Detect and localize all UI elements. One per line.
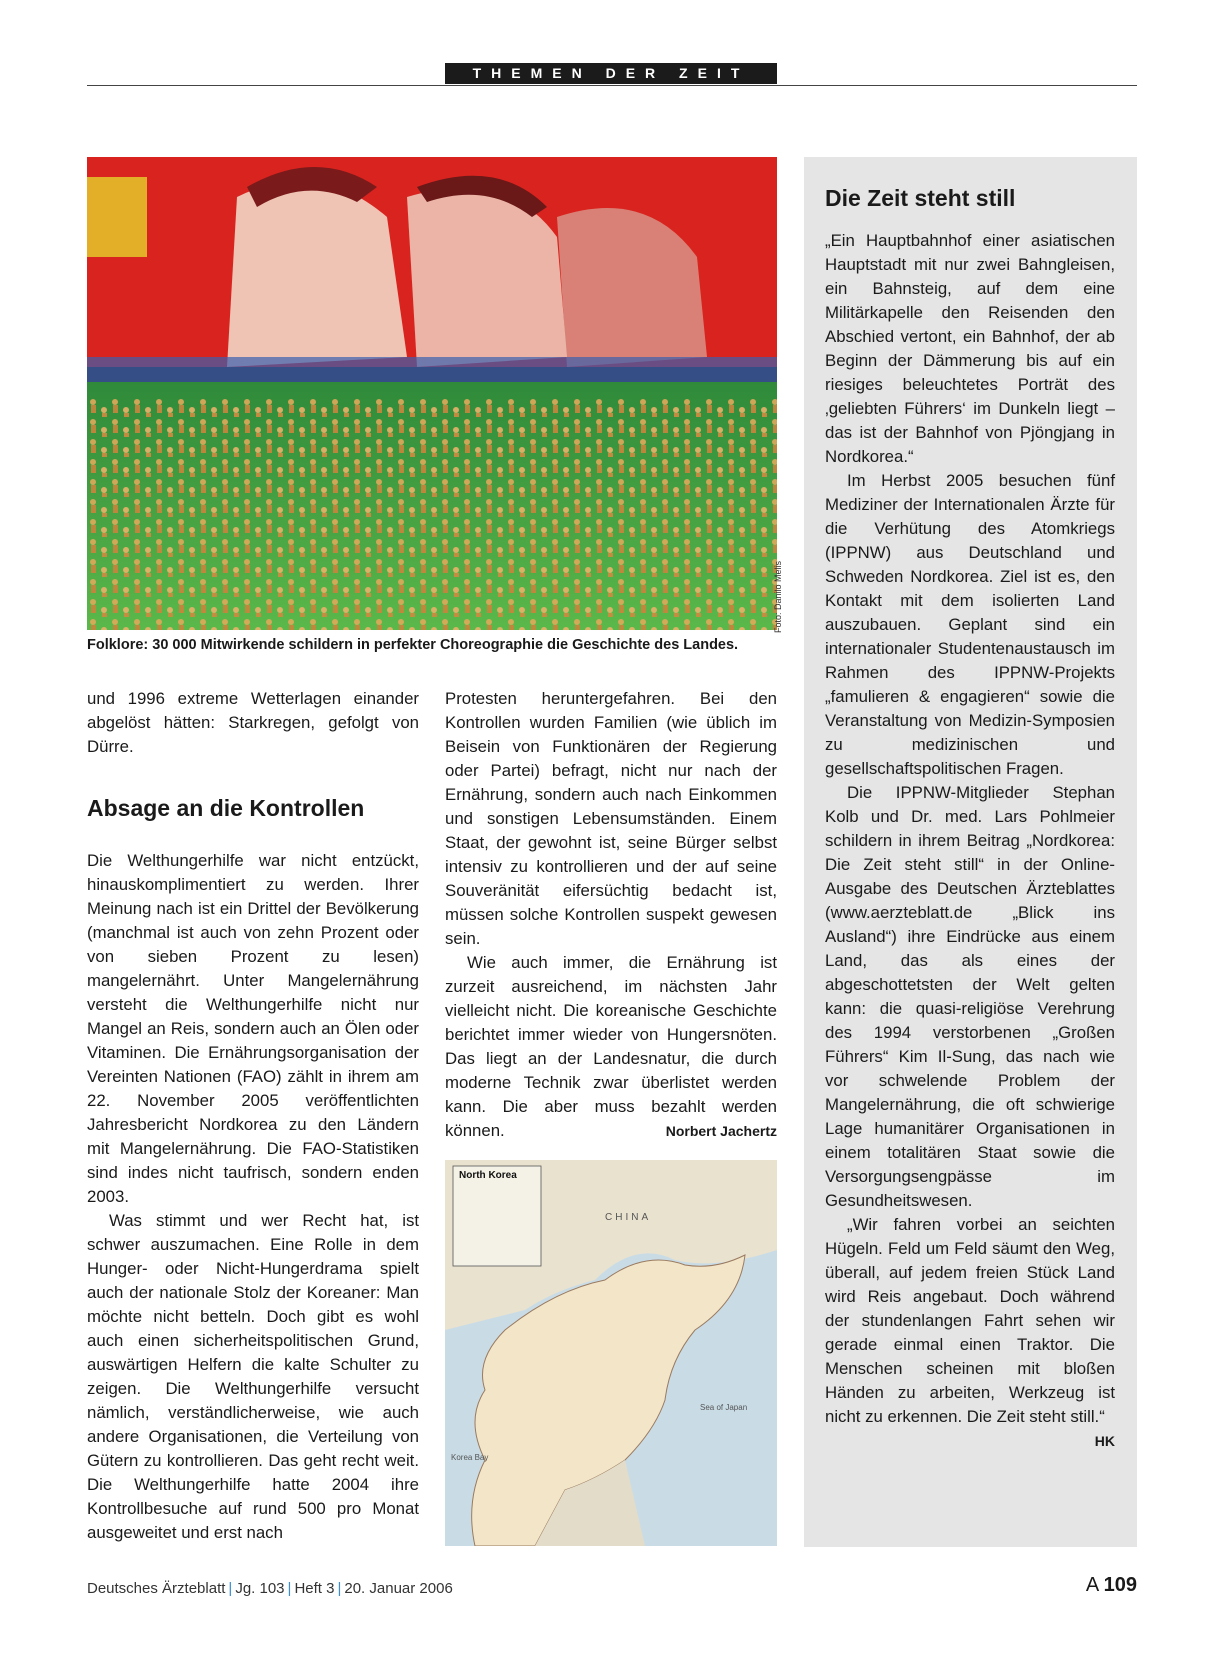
sidebar-quote: „Wir fahren vorbei an seichten Hügeln. Feld um Feld säumt den Weg, überall, auf jedem freien Stück Land wird Reis angebaut. Doch während der stundenlangen Fahrt sehen wir gerade einmal einen Traktor. Die Menschen scheinen mit bloßen Händen zu arbeiten, Werkzeug ist nicht zu erkennen. Die Zeit steht still.“ — [825, 1215, 1115, 1426]
column-1 — [87, 687, 419, 1545]
section-label: THEMEN DER ZEIT — [445, 63, 777, 84]
photo-caption: Folklore: 30 000 Mitwirkende schildern in perfekter Choreographie die Geschichte des Landes. — [87, 637, 739, 653]
column-2 — [445, 687, 777, 1143]
subheading: Absage an die Kontrollen — [87, 795, 365, 821]
mass-games-photo — [87, 157, 777, 630]
journal-volume: Jg. 103 — [235, 1580, 285, 1597]
journal-name: Deutsches Ärzteblatt — [87, 1580, 226, 1597]
author-name: Norbert Jachertz — [665, 1123, 777, 1139]
col1-paragraph-3: Was stimmt und wer Recht hat, ist schwer auszumachen. Eine Rolle in dem Hunger- oder Nicht-Hungerdrama spielt auch der nationale Stolz der Koreaner: Man möchte nicht betteln. Doch gibt es wohl auch einen sicherheitspolitischen Grund, auswärtigen Helfern die kalte Schulter zu zeigen. Die Welthungerhilfe versucht nämlich, verständlicherweise, wie auch andere Organisationen, die Verteilung von Gütern zu kontrollieren. Das geht recht weit. Die Welthungerhilfe hatte 2004 ihre Kontrollbesuche auf rund 500 pro Monat ausgeweitet und erst nach — [87, 1211, 419, 1542]
header-rule — [87, 85, 1137, 86]
footer-citation: Deutsches Ärzteblatt | Jg. 103 | Heft 3 | 20. Januar 2006 — [87, 1580, 453, 1597]
journal-issue: Heft 3 — [294, 1580, 335, 1597]
map-title: North Korea — [459, 1170, 517, 1181]
col2-paragraph-1: Protesten heruntergefahren. Bei den Kontrollen wurden Familien (wie üblich im Beisein von Funktionären der Regierung oder Partei) befragt, nicht nur nach der Ernährung, sondern auch nach Einkommen und sonstigen Lebensumständen. Einem Staat, der gewohnt ist, seine Bürger selbst intensiv zu kontrollieren und der auf seine Souveränität eifersüchtig bedacht ist, müssen solche Kontrollen suspekt gewesen sein. — [445, 689, 777, 948]
sidebar-box — [804, 157, 1137, 1547]
col1-paragraph-2: Die Welthungerhilfe war nicht entzückt, hinauskomplimentiert zu werden. Ihrer Meinung nach ist ein Drittel der Bevölkerung (manchmal ist auch von zehn Prozent oder von sieben Prozent zu lesen) mangelernährt. Unter Mangelernährung versteht die Welthungerhilfe nicht nur Mangel an Reis, sondern auch an Ölen oder Vitaminen. Die Ernährungsorganisation der Vereinten Nationen (FAO) zählt in ihrem am 22. November 2005 veröffentlichten Jahresbericht Nordkorea zu den Ländern mit Mangelernährung. Die FAO-Statistiken sind indes nicht taufrisch, sondern enden 2003. — [87, 851, 419, 1206]
issue-date: 20. Januar 2006 — [344, 1580, 453, 1597]
page-number — [1086, 1574, 1137, 1597]
col2-paragraph-2: Wie auch immer, die Ernährung ist zurzeit ausreichend, im nächsten Jahr vielleicht nicht. Die koreanische Geschichte berichtet immer wieder von Hungersnöten. Das liegt an der Landesnatur, die durch moderne Technik zwar überlistet werden kann. Die aber muss bezahlt werden können. — [445, 953, 777, 1140]
map-label-sea: Sea of Japan — [700, 1403, 748, 1412]
sidebar-paragraph-4 — [825, 1213, 1115, 1449]
map-label-bay: Korea Bay — [451, 1453, 489, 1462]
photo-credit: Foto: Danilo Melis — [773, 560, 783, 633]
sidebar-paragraph-3: Die IPPNW-Mitglieder Stephan Kolb und Dr. med. Lars Pohlmeier schildern in ihrem Beitrag „Nordkorea: Die Zeit steht still“ in der Online-Ausgabe des Deutschen Ärzteblattes (www.aerzteblatt.de „Blick ins Ausland“) ihre Eindrücke aus einem Land, das als eines der abgeschottetsten der Welt gelten kann: die quasi-religiöse Verehrung des 1994 verstorbenen „Großen Führers“ Kim Il-Sung, das nach wie vor schwelende Problem der Mangelernährung, die oft schwierige Lage humanitärer Organisationen in einem totalitären Staat sowie die Versorgungsengpässe im Gesundheitswesen. — [825, 783, 1115, 1210]
page-prefix: A — [1085, 1574, 1099, 1596]
sidebar-signature: HK — [1094, 1433, 1115, 1449]
sidebar-paragraph-1: „Ein Hauptbahnhof einer asiatischen Hauptstadt mit nur zwei Bahngleisen, ein Bahnsteig, auf dem eine Militärkapelle den Reisenden den Abschied vertont, ein Bahnhof, der ab Beginn der Dämmerung bis auf ein riesiges beleuchtetes Porträt des ‚geliebten Führers‘ im Dunkeln liegt – das ist der Bahnhof von Pjöngjang in Nordkorea.“ — [825, 231, 1115, 466]
page-number-value: 109 — [1103, 1574, 1137, 1596]
sidebar-title: Die Zeit steht still — [825, 185, 1016, 211]
map-label-china: CHINA — [605, 1212, 652, 1223]
col1-paragraph-1: und 1996 extreme Wetterlagen einander abgelöst hätten: Starkregen, gefolgt von Dürre. — [87, 689, 419, 756]
north-korea-map — [445, 1160, 777, 1546]
sidebar-paragraph-2: Im Herbst 2005 besuchen fünf Mediziner der Internationalen Ärzte für die Verhütung des Atomkriegs (IPPNW) aus Deutschland und Schweden Nordkorea. Ziel ist es, den Kontakt mit dem isolierten Land auszubauen. Geplant sind ein internationaler Studentenaustausch im Rahmen des IPPNW-Projekts „famulieren & engagieren“ sowie die Veranstaltung von Medizin-Symposien zu medizinischen und gesellschaftspolitischen Fragen. — [825, 471, 1115, 778]
